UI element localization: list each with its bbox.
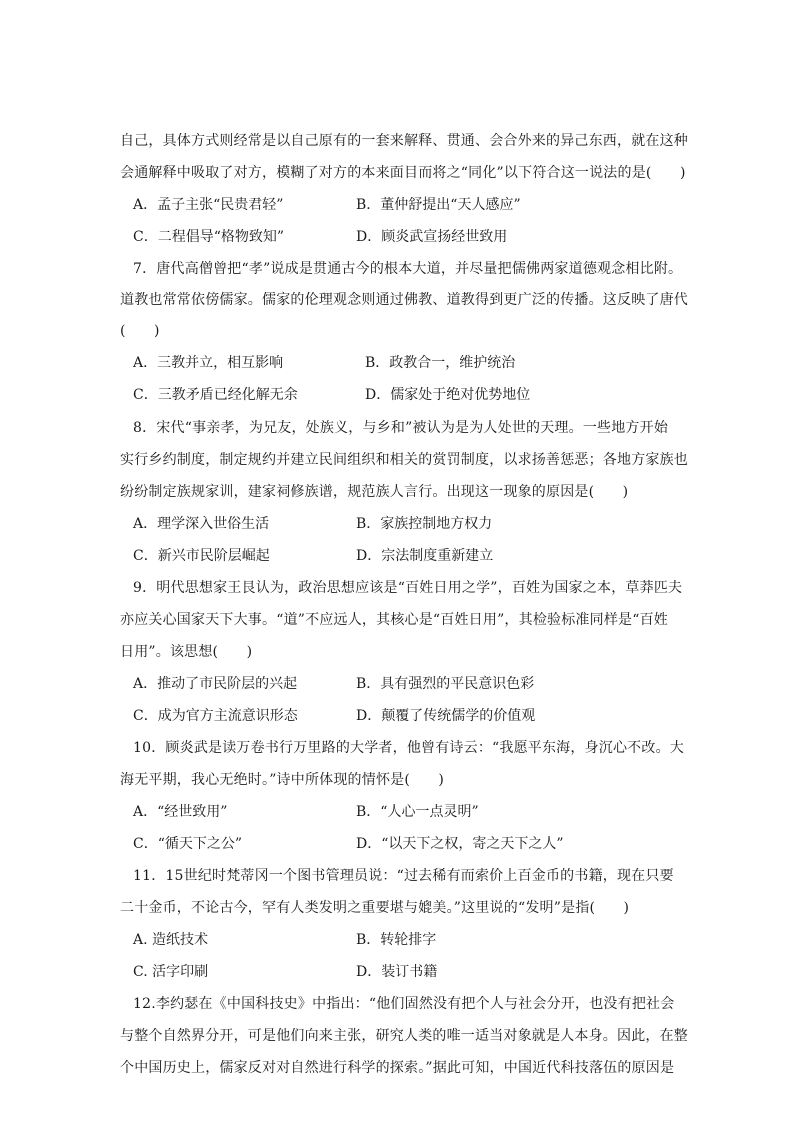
q11-option-b: B．转轮排字 [356,932,437,948]
q8-stem-line-3: 纷纷制定族规家训，建家祠修族谱，规范族人言行。出现这一现象的原因是( ) [120,484,629,500]
q8-option-b: B．家族控制地方权力 [356,516,493,532]
q10-stem-line-1: 10．顾炎武是读万卷书行万里路的大学者，他曾有诗云：“我愿平东海，身沉心不改。大 [133,740,684,756]
q9-option-d: D．颠覆了传统儒学的价值观 [356,708,536,724]
q12-stem-line-1: 12.李约瑟在《中国科技史》中指出：“他们固然没有把个人与社会分开，也没有把社会 [133,996,675,1012]
q6-stem-line-1: 自己，具体方式则经常是以自己原有的一套来解释、贯通、会合外来的异己东西，就在这种 [120,133,688,149]
q10-option-a: A．“经世致用” [133,804,228,820]
q7-option-b: B．政教合一，维护统治 [365,355,516,371]
q9-stem-line-3: 日用”。该思想( ) [120,644,253,660]
q9-option-a: A．推动了市民阶层的兴起 [133,676,298,692]
q8-option-d: D．宗法制度重新建立 [356,548,494,564]
q10-option-b: B．“人心一点灵明” [356,804,479,820]
q9-option-c: C．成为官方主流意识形态 [133,708,298,724]
q7-stem-line-1: 7．唐代高僧曾把“孝”说成是贯通古今的根本大道，并尽量把儒佛两家道德观念相比附。 [133,261,683,277]
q10-option-c: C．“循天下之公” [133,836,243,852]
q7-option-a: A．三教并立，相互影响 [133,355,284,371]
q11-option-a: A. 造纸技术 [133,932,209,948]
q6-stem-line-2: 会通解释中吸取了对方，模糊了对方的本来面目而将之“同化”以下符合这一说法的是( ) [120,165,686,181]
q12-stem-line-2: 与整个自然界分开，可是他们向来主张，研究人类的唯一适当对象就是人本身。因此，在整 [120,1028,688,1044]
q7-stem-line-2: 道教也常常依傍儒家。儒家的伦理观念则通过佛教、道教得到更广泛的传播。这反映了唐代 [120,292,688,308]
q10-option-d: D．“以天下之权，寄之天下之人” [356,836,564,852]
q8-stem-line-1: 8．宋代“事亲孝，为兄友，处族义，与乡和”被认为是为人处世的天理。一些地方开始 [133,420,669,436]
q11-option-d: D．装订书籍 [356,964,438,980]
q10-stem-line-2: 海无平期，我心无绝时。”诗中所体现的情怀是( ) [120,772,445,788]
q11-stem-line-2: 二十金币，不论古今，罕有人类发明之重要堪与媲美。”这里说的“发明”是指( ) [120,900,630,916]
q11-option-c: C. 活字印刷 [133,964,209,980]
q11-stem-line-1: 11．15世纪时梵蒂冈一个图书管理员说：“过去稀有而索价上百金币的书籍，现在只要 [133,868,674,884]
q8-option-a: A．理学深入世俗生活 [133,516,270,532]
q6-option-b: B．董仲舒提出“天人感应” [356,197,521,213]
q12-stem-line-3: 个中国历史上，儒家反对对自然进行科学的探索。”据此可知，中国近代科技落伍的原因是 [120,1060,675,1076]
q7-option-c: C．三教矛盾已经化解无余 [133,387,298,403]
q6-option-c: C．二程倡导“格物致知” [133,229,285,245]
q8-stem-line-2: 实行乡约制度，制定规约并建立民间组织和相关的赏罚制度，以求扬善惩恶；各地方家族也 [120,452,688,468]
q7-stem-line-3: ( ) [120,323,160,339]
q6-option-d: D．顾炎武宣扬经世致用 [356,229,508,245]
q7-option-d: D．儒家处于绝对优势地位 [365,387,531,403]
q9-option-b: B．具有强烈的平民意识色彩 [356,676,535,692]
q8-option-c: C．新兴市民阶层崛起 [133,548,270,564]
q6-option-a: A．孟子主张“民贵君轻” [133,197,284,213]
q9-stem-line-2: 亦应关心国家天下大事。“道”不应远人，其核心是“百姓日用”，其检验标准同样是“百姓 [120,612,668,628]
q9-stem-line-1: 9．明代思想家王艮认为，政治思想应该是“百姓日用之学”，百姓为国家之本，草莽匹夫 [133,580,683,596]
